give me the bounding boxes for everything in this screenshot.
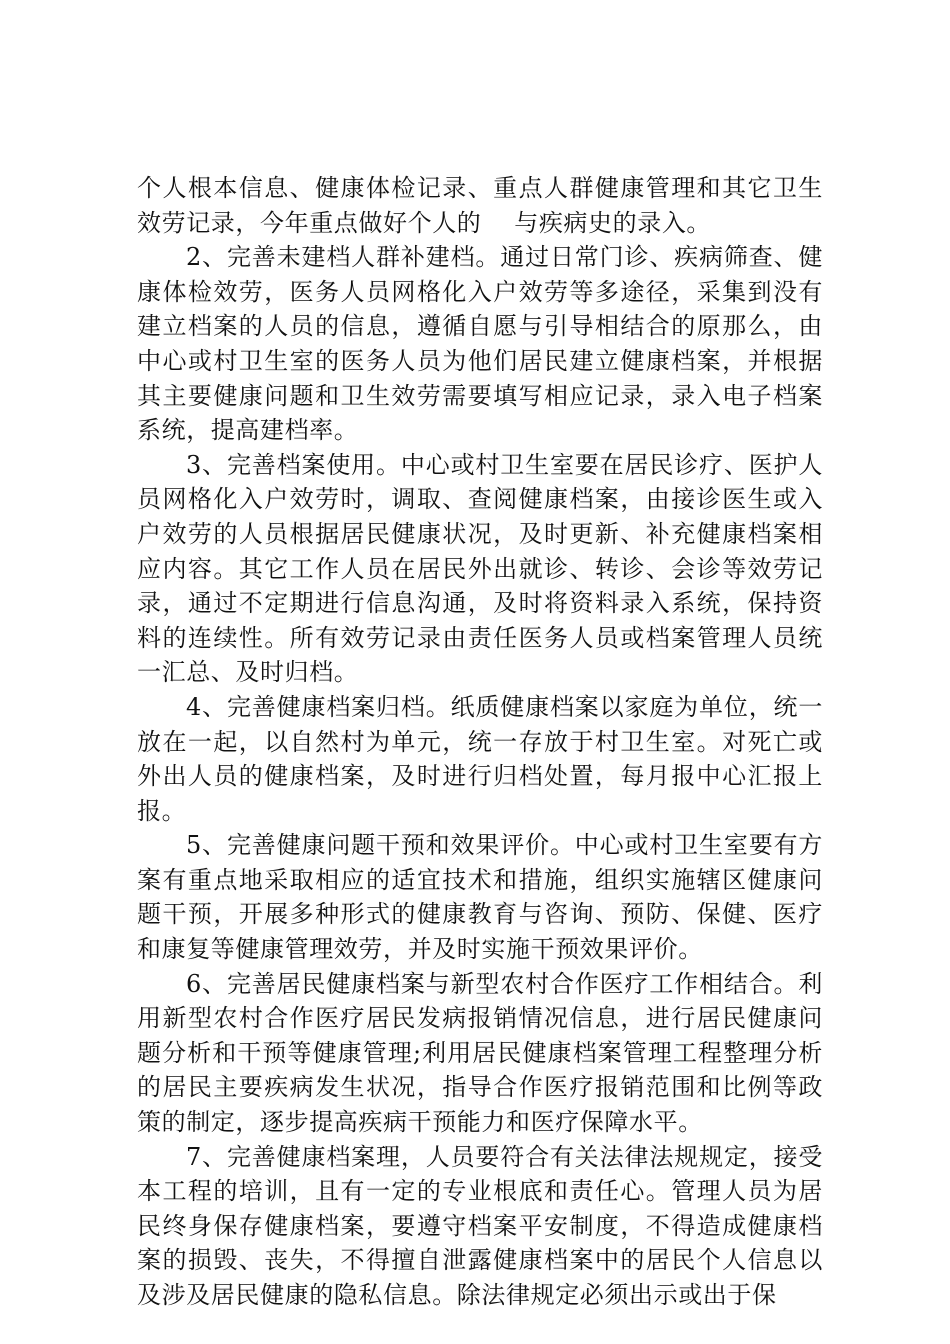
paragraph-intro-continuation: 个人根本信息、健康体检记录、重点人群健康管理和其它卫生效劳记录，今年重点做好个人的 与疾病史的录入。: [137, 174, 823, 237]
paragraph-item-3: 3、完善档案使用。中心或村卫生室要在居民诊疗、医护人员网格化入户效劳时，调取、查阅健康档案，由接诊医生或入户效劳的人员根据居民健康状况，及时更新、补充健康档案相应内容。其它工作人员在居民外出就诊、转诊、会诊等效劳记录，通过不定期进行信息沟通，及时将资料录入系统，保持资料的连续性。所有效劳记录由责任医务人员或档案管理人员统一汇总、及时归档。: [137, 450, 823, 687]
paragraph-item-6: 6、完善居民健康档案与新型农村合作医疗工作相结合。利用新型农村合作医疗居民发病报销情况信息，进行居民健康问题分析和干预等健康管理;利用居民健康档案管理工程整理分析的居民主要疾病发生状况，指导合作医疗报销范围和比例等政策的制定，逐步提高疾病干预能力和医疗保障水平。: [137, 969, 823, 1137]
paragraph-item-5: 5、完善健康问题干预和效果评价。中心或村卫生室要有方案有重点地采取相应的适宜技术和措施，组织实施辖区健康问题干预，开展多种形式的健康教育与咨询、预防、保健、医疗和康复等健康管理效劳，并及时实施干预效果评价。: [137, 831, 823, 964]
paragraph-item-2: 2、完善未建档人群补建档。通过日常门诊、疾病筛查、健康体检效劳，医务人员网格化入户效劳等多途径，采集到没有建立档案的人员的信息，遵循自愿与引导相结合的原那么，由中心或村卫生室的医务人员为他们居民建立健康档案，并根据其主要健康问题和卫生效劳需要填写相应记录，录入电子档案系统，提高建档率。: [137, 243, 823, 445]
paragraph-item-7: 7、完善健康档案理，人员要符合有关法律法规规定，接受本工程的培训，且有一定的专业根底和责任心。管理人员为居民终身保存健康档案，要遵守档案平安制度，不得造成健康档案的损毁、丧失，不得擅自泄露健康档案中的居民个人信息以及涉及居民健康的隐私信息。除法律规定必须出示或出于保: [137, 1142, 823, 1309]
document-body: [137, 171, 823, 1313]
paragraph-item-4: 4、完善健康档案归档。纸质健康档案以家庭为单位，统一放在一起，以自然村为单元，统一存放于村卫生室。对死亡或外出人员的健康档案，及时进行归档处置，每月报中心汇报上报。: [137, 692, 823, 825]
